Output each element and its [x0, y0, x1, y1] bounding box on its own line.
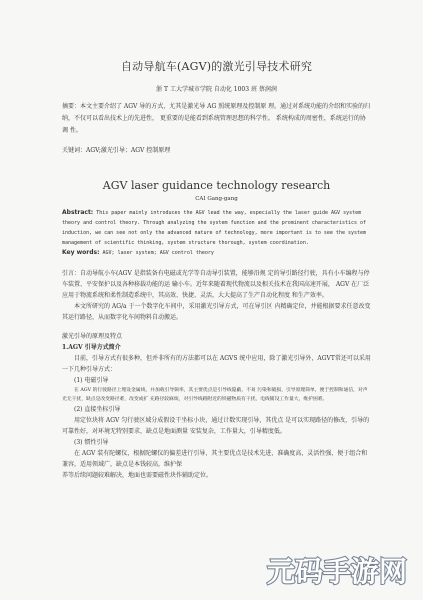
item-1-title: (1) 电磁引导: [74, 377, 109, 384]
abstract-en-label: Abstract:: [62, 209, 94, 216]
paper-authors-cn: 浙 T 工大学城市学院 自动化 1003 班 蔡润润: [156, 86, 277, 93]
abstract-cn: 摘要：本文主要介绍了 AGV 导的方式，尤其是激光导 AG 照统原理及控制原 理。通过对系统功能的介绍和实验的归纳，不仅可以看出技术上的先进性， 更重要的是能看到系统管理思想的科学性。 系统构成的周密性，系统运行的协调 性。: [62, 103, 371, 134]
paper-title-en: AGV laser guidance technology research: [102, 179, 331, 192]
keywords-cn: 关键词：AGV;激光引导；AGV 控制原理: [62, 147, 171, 154]
last-line: 养等后续问题较难解决，地面也需要磁性块作辅助定位。: [62, 472, 213, 479]
item-3-title: (3) 惯性引导: [74, 439, 109, 446]
paper-title-cn: 自动导航车(AGV)的激光引导技术研究: [120, 60, 313, 73]
intro-paragraph: 引言：自动导航小车(AGV 是指装备有电磁或光学等自动导引装置，能够沿规 定的导引路径行驶，具有小车编程与停车装置、平安保护以及各种移载功能的运 输小车。近年来随着现代物流以及相关技术在我国高速开展， AGV 在厂泛应用于物流系统和柔性制造系统中，其高效、快捷、灵活，大大提高了生产自动化程度 和生产效率。: [62, 270, 370, 299]
paper-author-en: CAI Gang-gang: [195, 196, 238, 202]
abstract-en: [62, 208, 371, 248]
keywords-en-text: AGV; laser system; AGV control theory: [102, 250, 214, 256]
keywords-en: [62, 248, 371, 258]
item-2-text: 用定位块将 AGV 匀行驶区域分成假设干坐标小块，通过计数实现引导，其优点 是可以实现路径的修改，引导的可靠性好，对环境无特别要求，缺点是地面测量 安装复杂，工作量大，引导精度低。: [62, 417, 370, 435]
abstract-en-text: This paper mainly introduces the AGV lead the way, especially the laser guide AGV system theory and control theory. Through analyzing the system function and the prominent characteristics of induction, we can see not only the advanced nature of technology, more important is to see the system management of scientific thinking, system structure thorough, system coordination.: [62, 210, 367, 246]
keywords-en-label: Key words:: [62, 249, 100, 256]
section-title: 激光引导的原理及特点: [62, 333, 123, 340]
subsection-1-title: 1.AGV 引导方式简介: [62, 344, 121, 351]
watermark-logo: [259, 552, 415, 590]
intro-paragraph-2: 本文所研究的 AG/a 于一个数字化车间中，采用激光引导方式，可在导引区 内精确定位，并能根据要求任意改变其运行路径，从而数字化车间物料自动搬运。: [62, 303, 371, 321]
watermark-text: 元码手游网: [266, 555, 408, 588]
watermark-logo-svg: [259, 552, 415, 590]
item-1-text: 在 AGV 的行驶路径上埋设金属线，并加载引导频率，其主要优点是引导线隐蔽，不易 污染和破损，引导原理简单，便于控制和通信，对声光无干扰，缺点是改变路径难，改变或扩 充路径较麻烦，对引导线路附近的铁磁物质有干扰，电线铺设工作量大，维护困难。: [62, 388, 368, 402]
item-2-title: (2) 直接坐标引导: [74, 406, 121, 413]
item-3-text: 在 AGV 装有陀螺仪，根据陀螺仪的偏差进行引导，其主要优点是技术先进，准确度高，灵活性强，便于组合和兼容，适用领域广，缺点是本钱较高，维护保: [62, 450, 368, 468]
subsection-1-text: 目前，引导方式有很多种，但并非所有的方法都可以在 AGVS 统中应用，除了激光引导外，AGVT常还可以采用一下几种引导方式：: [62, 355, 371, 373]
